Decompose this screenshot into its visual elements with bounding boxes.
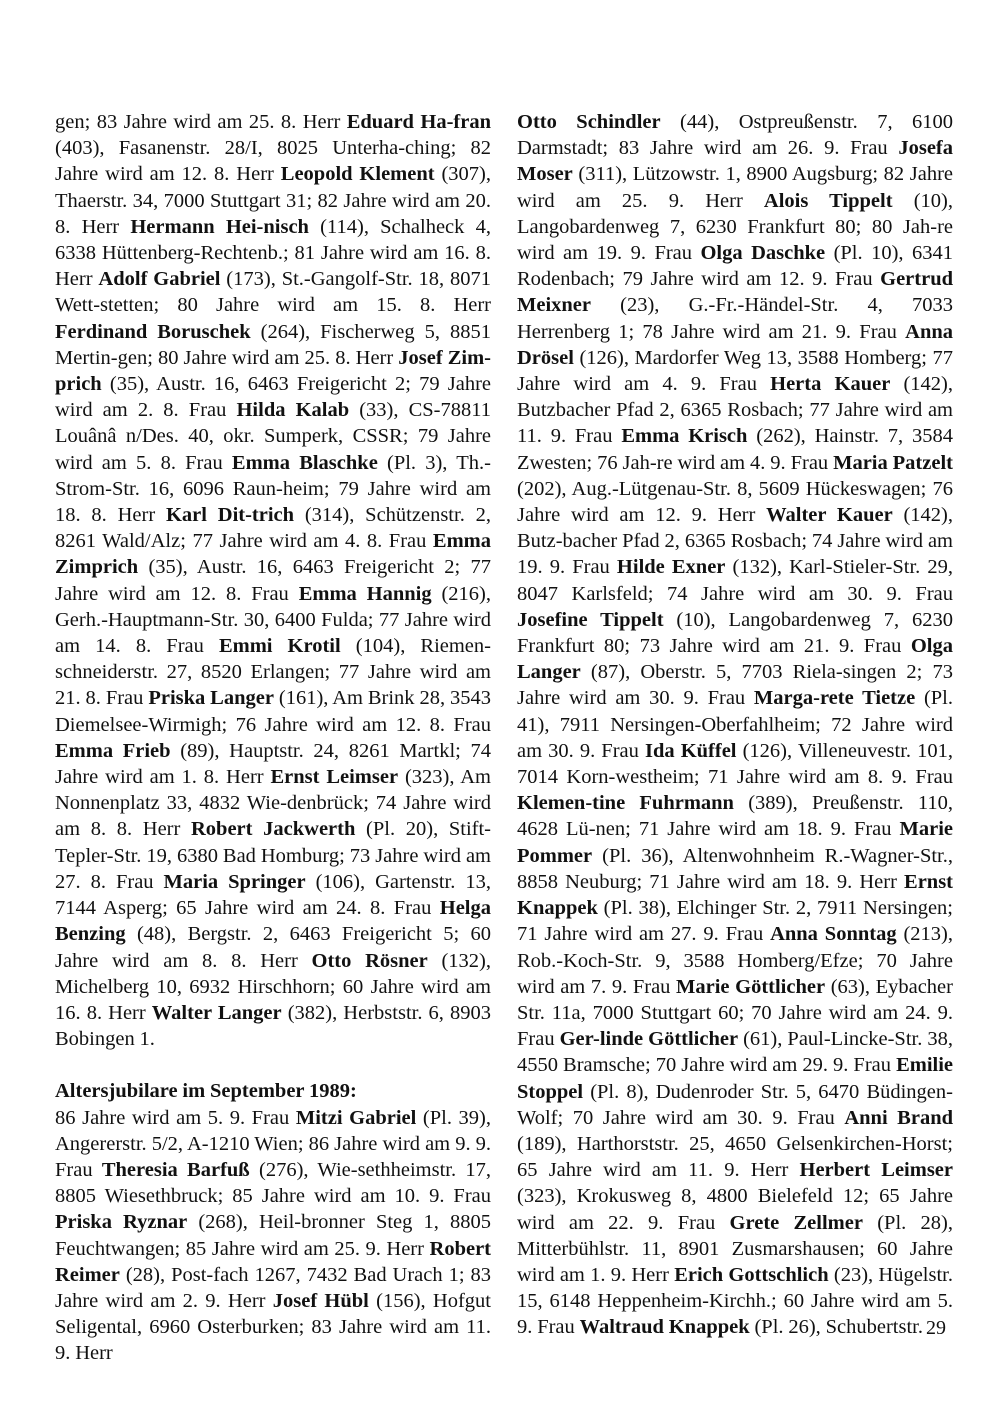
person-name: Josefine Tippelt [517, 608, 664, 631]
person-name: Eduard Ha-fran [346, 111, 491, 133]
person-name: Anni Brand [844, 1106, 953, 1129]
person-name: Alois Tippelt [763, 189, 893, 212]
left-paragraph-august: gen; 83 Jahre wird am 25. 8. Herr Eduard Ha-fran (403), Fasanenstr. 28/I, 8025 Unterha-ching; 82 Jahre wird am 12. 8. Herr Leopold Klement (307), Thaerstr. 34, 7000 Stuttgart 31; 82 Jahre wird am 20. 8. Herr Hermann Hei-nisch (114), Schalheck 4, 6338 Hüttenberg-Rechtenb.; 81 Jahre wird am 16. 8. Herr Adolf Gabriel (173), St.-Gangolf-Str. 18, 8071 Wett-stetten; 80 Jahre wird am 15. 8. Herr Ferdinand Boruschek (264), Fischerweg 5, 8851 Mertin-gen; 80 Jahre wird am 25. 8. Herr Josef Zim-prich (35), Austr. 16, 6463 Freigericht 2; 79 Jahre wird am 2. 8. Frau Hilda Kalab (33), CS-78811 Louânâ n/Des. 40, okr. Sumperk, CSSR; 79 Jahre wird am 5. 8. Frau Emma Blaschke (Pl. 3), Th.-Strom-Str. 16, 6096 Raun-heim; 79 Jahre wird am 18. 8. Herr Karl Dit-trich (314), Schützenstr. 2, 8261 Wald/Alz; 77 Jahre wird am 4. 8. Frau Emma Zimprich (35), Austr. 16, 6463 Freigericht 2; 77 Jahre wird am 12. 8. Frau Emma Hannig (216), Gerh.-Hauptmann-Str. 30, 6400 Fulda; 77 Jahre wird am 14. 8. Frau Emmi Krotil (104), Riemen-schneiderstr. 27, 8520 Erlangen; 77 Jahre wird am 21. 8. Frau Priska Langer (161), Am Brink 28, 3543 Diemelsee-Wirmigh; 76 Jahre wird am 12. 8. Frau Emma Frieb (89), Hauptstr. 24, 8261 Martkl; 74 Jahre wird am 1. 8. Herr Ernst Leimser (323), Am Nonnenplatz 33, 4832 Wie-denbrück; 74 Jahre wird am 8. 8. Herr Robert Jackwerth (Pl. 20), Stift-Tepler-Str. 19, 6380 Bad Homburg; 73 Jahre wird am 27. 8. Frau Maria Springer (106), Gartenstr. 13, 7144 Asperg; 65 Jahre wird am 24. 8. Frau Helga Benzing (48), Bergstr. 2, 6463 Freigericht 5; 60 Jahre wird am 8. 8. Herr Otto Rösner (132), Michelberg 10, 6932 Hirschhorn; 60 Jahre wird am 16. 8. Herr Walter Langer (382), Herbststr. 6, 8903 Bobingen 1. [55, 111, 492, 1051]
person-name: Gertrud Meixner [517, 268, 953, 317]
left-column [55, 109, 491, 1367]
person-name: Klemen-tine Fuhrmann [517, 792, 734, 815]
right-paragraph-september: Otto Schindler (44), Ostpreußenstr. 7, 6100 Darmstadt; 83 Jahre wird am 26. 9. Frau Josefa Moser (311), Lützowstr. 1, 8900 Augsburg; 82 Jahre wird am 25. 9. Herr Alois Tippelt (10), Langobardenweg 7, 6230 Frankfurt 80; 80 Jah-re wird am 19. 9. Frau Olga Daschke (Pl. 10), 6341 Rodenbach; 79 Jahre wird am 12. 9. Frau Gertrud Meixner (23), G.-Fr.-Händel-Str. 4, 7033 Herrenberg 1; 78 Jahre wird am 21. 9. Frau Anna Drösel (126), Mardorfer Weg 13, 3588 Homberg; 77 Jahre wird am 4. 9. Frau Herta Kauer (142), Butzbacher Pfad 2, 6365 Rosbach; 77 Jahre wird am 11. 9. Frau Emma Krisch (262), Hainstr. 7, 3584 Zwesten; 76 Jah-re wird am 4. 9. Frau Maria Patzelt (202), Aug.-Lütgenau-Str. 8, 5609 Hückeswagen; 76 Jahre wird am 12. 9. Herr Walter Kauer (142), Butz-bacher Pfad 2, 6365 Rosbach; 74 Jahre wird am 19. 9. Frau Hilde Exner (132), Karl-Stieler-Str. 29, 8047 Karlsfeld; 74 Jahre wird am 30. 9. Frau Josefine Tippelt (10), Langobardenweg 7, 6230 Frankfurt 80; 73 Jahre wird am 21. 9. Frau Olga Langer (87), Oberstr. 5, 7703 Riela-singen 2; 73 Jahre wird am 30. 9. Frau Marga-rete Tietze (Pl. 41), 7911 Nersingen-Oberfahlheim; 72 Jahre wird am 30. 9. Frau Ida Küffel (126), Villeneuvestr. 101, 7014 Korn-westheim; 71 Jahre wird am 8. 9. Frau Klemen-tine Fuhrmann (389), Preußenstr. 110, 4628 Lü-nen; 71 Jahre wird am 18. 9. Frau Marie Pommer (Pl. 36), Altenwohnheim R.-Wagner-Str., 8858 Neuburg; 71 Jahre wird am 18. 9. Herr Ernst Knappek (Pl. 38), Elchinger Str. 2, 7911 Nersingen; 71 Jahre wird am 27. 9. Frau Anna Sonntag (213), Rob.-Koch-Str. 9, 3588 Homberg/Efze; 70 Jahre wird am 7. 9. Frau Marie Göttlicher (63), Eybacher Str. 11a, 7000 Stuttgart 60; 70 Jahre wird am 24. 9. Frau Ger-linde Göttlicher (61), Paul-Lincke-Str. 38, 4550 Bramsche; 70 Jahre wird am 29. 9. Frau Emilie Stoppel (Pl. 8), Dudenroder Str. 5, 6470 Büdingen-Wolf; 70 Jahre wird am 30. 9. Frau Anni Brand (189), Harthorststr. 25, 4650 Gelsenkirchen-Horst; 65 Jahre wird am 11. 9. Herr Herbert Leimser (323), Krokusweg 8, 4800 Bielefeld 12; 65 Jahre wird am 22. 9. Frau Grete Zellmer (Pl. 28), Mitterbühlstr. 11, 8901 Zusmarshausen; 60 Jahre wird am 1. 9. Herr Erich Gottschlich (23), Hügelstr. 15, 6148 Heppenheim-Kirchh.; 60 Jahre wird am 5. 9. Frau Waltraud Knappek (Pl. 26), Schubertstr. [517, 111, 954, 1339]
person-name: Walter Langer [151, 1001, 282, 1024]
person-name: Marie Göttlicher [676, 975, 826, 998]
person-name: Emma Zimprich [55, 530, 491, 579]
person-name: Herbert Leimser [799, 1159, 953, 1182]
person-name: Maria Patzelt [833, 451, 953, 474]
section-heading-september: Altersjubilare im September 1989: [55, 1080, 357, 1103]
person-name: Otto Schindler [517, 111, 661, 133]
person-name: Emma Blaschke [231, 451, 378, 474]
person-name: Herta Kauer [770, 373, 891, 396]
person-name: Olga Daschke [700, 242, 826, 265]
person-name: Olga Langer [517, 635, 953, 684]
person-name: Emilie Stoppel [517, 1054, 953, 1103]
person-name: Josef Hübl [272, 1289, 369, 1312]
person-name: Anna Drösel [517, 320, 953, 369]
person-name: Marga-rete Tietze [753, 687, 916, 710]
person-name: Emma Krisch [621, 425, 748, 448]
person-name: Robert Jackwerth [191, 818, 356, 841]
person-name: Hilda Kalab [236, 399, 350, 422]
person-name: Emma Frieb [55, 739, 171, 762]
person-name: Leopold Klement [280, 163, 435, 186]
person-name: Marie Pommer [517, 818, 953, 867]
person-name: Priska Ryznar [55, 1211, 188, 1234]
person-name: Adolf Gabriel [98, 268, 221, 291]
person-name: Erich Gottschlich [674, 1263, 829, 1286]
page-number: 29 [926, 1317, 946, 1339]
person-name: Waltraud Knappek [579, 1316, 750, 1339]
person-name: Ernst Knappek [517, 870, 953, 920]
right-column [517, 109, 953, 1341]
left-paragraph-september: 86 Jahre wird am 5. 9. Frau Mitzi Gabriel (Pl. 39), Angererstr. 5/2, A-1210 Wien; 86 Jahre wird am 9. 9. Frau Theresia Barfuß (276), Wie-sethheimstr. 17, 8805 Wiesethbruck; 85 Jahre wird am 10. 9. Frau Priska Ryznar (268), Heil-bronner Steg 1, 8805 Feuchtwangen; 85 Jahre wird am 25. 9. Herr Robert Reimer (28), Post-fach 1267, 7432 Bad Urach 1; 83 Jahre wird am 2. 9. Herr Josef Hübl (156), Hofgut Seligental, 6960 Osterburken; 83 Jahre wird am 11. 9. Herr [55, 1106, 491, 1365]
person-name: Grete Zellmer [729, 1211, 863, 1234]
person-name: Karl Dit-trich [165, 504, 295, 527]
person-name: Walter Kauer [766, 504, 893, 527]
person-name: Otto Rösner [311, 949, 428, 972]
person-name: Priska Langer [148, 687, 274, 710]
person-name: Theresia Barfuß [101, 1158, 250, 1181]
person-name: Anna Sonntag [770, 923, 897, 946]
person-name: Josef Zim-prich [55, 346, 491, 396]
person-name: Josefa Moser [517, 137, 953, 186]
person-name: Emmi Krotil [218, 635, 341, 658]
person-name: Mitzi Gabriel [295, 1106, 417, 1129]
person-name: Ernst Leimser [270, 766, 399, 789]
person-name: Ida Küffel [644, 739, 737, 762]
person-name: Hermann Hei-nisch [130, 215, 309, 238]
person-name: Helga Benzing [55, 897, 491, 946]
person-name: Maria Springer [163, 870, 306, 893]
person-name: Hilde Exner [616, 556, 726, 579]
person-name: Ferdinand Boruschek [55, 320, 251, 343]
person-name: Robert Reimer [55, 1237, 491, 1286]
person-name: Ger-linde Göttlicher [559, 1028, 739, 1051]
person-name: Emma Hannig [298, 582, 432, 605]
